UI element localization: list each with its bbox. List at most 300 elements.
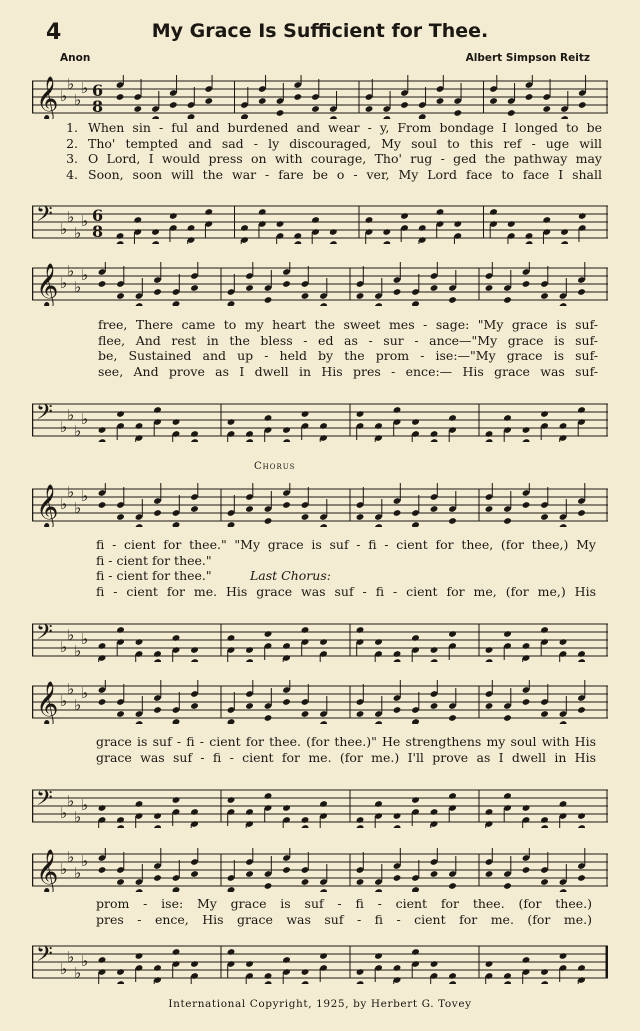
flat-icon: ♭: [60, 220, 68, 238]
note-head: [190, 808, 199, 816]
note-head: [507, 109, 516, 117]
lyric-text: grace was suf - fi - cient for me. (for me.) I'll prove as I dwell in His: [96, 749, 596, 765]
note-head: [187, 224, 196, 232]
note-head: [319, 422, 328, 430]
treble-clef-icon: 𝄞: [36, 76, 59, 119]
note-head: [329, 228, 338, 236]
note-head: [525, 232, 534, 240]
note-head: [577, 964, 586, 972]
note-head: [240, 113, 249, 119]
note-head: [264, 517, 273, 525]
note-head: [98, 804, 107, 812]
note-head: [98, 501, 107, 509]
note-head: [135, 638, 144, 646]
note-head: [264, 630, 273, 638]
flat-icon: ♭: [67, 483, 75, 501]
note-head: [430, 960, 439, 968]
note-head: [190, 284, 199, 292]
treble-clef-icon: 𝄞: [36, 484, 59, 527]
flat-icon: ♭: [67, 406, 75, 424]
flat-icon: ♭: [67, 948, 75, 966]
note-head: [485, 505, 494, 513]
flat-icon: ♭: [81, 952, 89, 970]
bass-staff: [32, 940, 608, 984]
note-head: [190, 658, 199, 662]
note-head: [276, 220, 285, 228]
note-head: [448, 882, 457, 890]
note-head: [540, 878, 549, 886]
note-head: [400, 101, 409, 109]
note-head: [485, 702, 494, 710]
note-head: [116, 292, 125, 300]
note-head: [311, 216, 320, 224]
note-head: [301, 816, 310, 824]
note-head: [577, 406, 586, 414]
note-head: [190, 960, 199, 968]
flat-icon: ♭: [74, 696, 82, 714]
note-head: [282, 438, 291, 442]
note-head: [489, 97, 498, 105]
flat-icon: ♭: [60, 860, 68, 878]
note-head: [282, 804, 291, 812]
note-head: [301, 626, 310, 634]
note-head: [98, 866, 107, 874]
note-head: [264, 882, 273, 890]
lyric-line: [96, 553, 596, 569]
note-head: [245, 808, 254, 816]
bass-clef-icon: 𝄢: [36, 202, 53, 232]
bass-staff: [32, 200, 608, 244]
note-head: [153, 964, 162, 972]
note-head: [365, 105, 374, 113]
verse-lyrics: [56, 120, 602, 182]
flat-icon: ♭: [81, 796, 89, 814]
words-credit: Anon: [60, 52, 91, 64]
note-head: [411, 718, 420, 724]
note-head: [448, 414, 457, 422]
note-head: [577, 874, 586, 882]
lyric-text: free, There came to my heart the sweet mes - sage: "My grace is suf-: [98, 317, 598, 332]
lyric-line: [98, 364, 598, 380]
note-head: [503, 972, 512, 980]
note-head: [382, 240, 391, 244]
lyric-text: fi - cient for me. His grace was suf - fi - cient for me, (for me,) His: [96, 583, 596, 599]
note-head: [245, 438, 254, 442]
note-head: [245, 960, 254, 968]
lyric-line: [98, 333, 598, 349]
note-head: [540, 292, 549, 300]
note-head: [172, 948, 181, 956]
note-head: [522, 501, 531, 509]
flat-icon: ♭: [81, 852, 89, 870]
flat-icon: ♭: [67, 262, 75, 280]
note-head: [116, 824, 125, 828]
note-head: [151, 115, 160, 119]
note-head: [190, 870, 199, 878]
flat-icon: ♭: [60, 87, 68, 105]
note-head: [190, 646, 199, 654]
note-head: [329, 240, 338, 244]
note-head: [172, 718, 181, 724]
note-head: [153, 650, 162, 658]
time-signature-top: 6: [92, 81, 104, 100]
note-head: [374, 638, 383, 646]
note-head: [540, 824, 549, 828]
staff-svg: [32, 75, 608, 119]
note-head: [116, 240, 125, 244]
flat-icon: ♭: [74, 422, 82, 440]
note-head: [245, 702, 254, 710]
note-head: [578, 212, 587, 220]
note-head: [374, 952, 383, 960]
note-head: [258, 97, 267, 105]
note-head: [293, 93, 302, 101]
note-head: [577, 812, 586, 820]
note-head: [356, 980, 365, 984]
note-head: [190, 430, 199, 438]
note-head: [393, 288, 402, 296]
note-head: [503, 517, 512, 525]
note-head: [411, 886, 420, 892]
note-head: [411, 634, 420, 642]
note-head: [116, 968, 125, 976]
note-head: [240, 224, 249, 232]
note-head: [485, 438, 494, 442]
note-head: [485, 808, 494, 816]
note-head: [560, 115, 569, 119]
lyric-line: [96, 568, 596, 584]
lyric-line: [96, 584, 596, 600]
note-head: [448, 792, 457, 800]
lyric-text: flee, And rest in the bless - ed as - sur - ance—"My grace is suf-: [98, 332, 598, 348]
note-head: [151, 228, 160, 236]
flat-icon: ♭: [60, 638, 68, 656]
note-head: [356, 824, 365, 828]
note-head: [98, 642, 107, 650]
note-head: [301, 980, 310, 984]
lyric-text: pres - ence, His grace was suf - fi - cient for me. (for me.): [96, 911, 592, 927]
lyric-text: be, Sustained and up - held by the prom - ise:—"My grace is suf-: [98, 348, 598, 363]
note-head: [522, 438, 531, 442]
note-head: [301, 878, 310, 886]
note-head: [430, 658, 439, 662]
note-head: [190, 702, 199, 710]
note-head: [453, 109, 462, 117]
chorus-lyrics: [96, 896, 592, 927]
note-head: [204, 97, 213, 105]
treble-clef-icon: 𝄞: [36, 263, 59, 306]
note-head: [356, 513, 365, 521]
note-head: [276, 109, 285, 117]
treble-staff: [32, 848, 608, 892]
note-head: [98, 698, 107, 706]
note-head: [153, 824, 162, 828]
note-head: [153, 874, 162, 882]
note-head: [319, 302, 328, 306]
note-head: [264, 714, 273, 722]
note-head: [116, 980, 125, 984]
bass-clef-icon: 𝄢: [36, 786, 53, 816]
note-head: [542, 216, 551, 224]
note-head: [245, 430, 254, 438]
flat-icon: ♭: [81, 684, 89, 702]
note-head: [448, 517, 457, 525]
lyric-text: prom - ise: My grace is suf - fi - cient for thee. (for thee.): [96, 896, 592, 911]
note-head: [489, 208, 498, 216]
note-head: [522, 280, 531, 288]
note-head: [227, 886, 236, 892]
note-head: [116, 513, 125, 521]
note-head: [264, 296, 273, 304]
flat-icon: ♭: [67, 792, 75, 810]
note-head: [540, 410, 549, 418]
note-head: [522, 426, 531, 434]
verse-number: 1.: [66, 120, 78, 135]
note-head: [98, 438, 107, 442]
note-head: [356, 292, 365, 300]
note-head: [172, 300, 181, 306]
note-head: [577, 650, 586, 658]
note-head: [559, 422, 568, 430]
note-head: [436, 208, 445, 216]
note-head: [411, 948, 420, 956]
note-head: [204, 208, 213, 216]
lyric-line: [96, 537, 596, 553]
note-head: [98, 280, 107, 288]
note-head: [559, 888, 568, 892]
note-head: [264, 972, 273, 980]
note-head: [559, 720, 568, 724]
lyric-line: [96, 734, 596, 750]
note-head: [577, 706, 586, 714]
lyric-text: When sin - ful and burdened and wear - y, From bondage I longed to be: [88, 120, 602, 135]
note-head: [542, 105, 551, 113]
note-head: [559, 800, 568, 808]
note-head: [540, 513, 549, 521]
note-head: [135, 523, 144, 527]
note-head: [356, 410, 365, 418]
note-head: [356, 626, 365, 634]
treble-clef-icon: 𝄞: [36, 681, 59, 724]
note-head: [374, 523, 383, 527]
note-head: [430, 870, 439, 878]
note-head: [169, 101, 178, 109]
note-head: [311, 105, 320, 113]
chorus-label: Chorus: [254, 461, 296, 472]
note-head: [448, 972, 457, 980]
note-head: [98, 956, 107, 964]
note-head: [430, 430, 439, 438]
note-head: [525, 93, 534, 101]
note-head: [448, 714, 457, 722]
note-head: [374, 800, 383, 808]
note-head: [393, 812, 402, 820]
note-head: [151, 240, 160, 244]
note-head: [116, 710, 125, 718]
note-head: [365, 216, 374, 224]
bass-staff: [32, 618, 608, 662]
note-head: [485, 658, 494, 662]
staff-svg: [32, 398, 608, 442]
note-head: [418, 113, 427, 119]
last-chorus-note: Last Chorus:: [250, 568, 331, 583]
note-head: [393, 658, 402, 662]
time-signature-bottom: 8: [92, 97, 104, 116]
staff-svg: [32, 200, 608, 244]
note-head: [133, 105, 142, 113]
note-head: [282, 280, 291, 288]
note-head: [436, 97, 445, 105]
note-head: [264, 792, 273, 800]
note-head: [227, 796, 236, 804]
staff-svg: [32, 262, 608, 306]
flat-icon: ♭: [81, 630, 89, 648]
note-head: [356, 710, 365, 718]
note-head: [448, 296, 457, 304]
note-head: [382, 115, 391, 119]
note-head: [448, 980, 457, 984]
note-head: [393, 706, 402, 714]
lyric-line: [96, 750, 596, 766]
bass-clef-icon: 𝄢: [36, 942, 53, 972]
time-signature-top: 6: [92, 206, 104, 225]
flat-icon: ♭: [74, 499, 82, 517]
note-head: [153, 706, 162, 714]
treble-staff: [32, 262, 608, 306]
note-head: [485, 430, 494, 438]
verse-number: 2.: [66, 135, 78, 151]
note-head: [293, 232, 302, 240]
bass-staff: [32, 398, 608, 442]
flat-icon: ♭: [67, 626, 75, 644]
lyric-line: [56, 120, 602, 136]
bass-clef-icon: 𝄢: [36, 620, 53, 650]
note-head: [133, 216, 142, 224]
note-head: [374, 302, 383, 306]
note-head: [453, 220, 462, 228]
flat-icon: ♭: [74, 808, 82, 826]
note-head: [411, 796, 420, 804]
lyric-line: [56, 167, 602, 183]
treble-staff: [32, 680, 608, 724]
staff-svg: [32, 848, 608, 892]
flat-icon: ♭: [81, 79, 89, 97]
flat-icon: ♭: [74, 964, 82, 982]
staff-svg: [32, 483, 608, 527]
note-head: [448, 630, 457, 638]
note-head: [258, 208, 267, 216]
note-head: [522, 804, 531, 812]
treble-staff: [32, 483, 608, 527]
flat-icon: ♭: [60, 960, 68, 978]
note-head: [485, 960, 494, 968]
note-head: [356, 816, 365, 824]
note-head: [430, 702, 439, 710]
note-head: [540, 626, 549, 634]
flat-icon: ♭: [60, 804, 68, 822]
flat-icon: ♭: [60, 274, 68, 292]
lyric-line: [96, 912, 592, 928]
lyric-text: Tho' tempted and sad - ly discouraged, My soul to this ref - uge will: [88, 135, 602, 151]
note-head: [172, 886, 181, 892]
note-head: [525, 240, 534, 244]
verse-number: 3.: [66, 151, 78, 166]
note-head: [522, 642, 531, 650]
note-head: [559, 302, 568, 306]
flat-icon: ♭: [67, 680, 75, 698]
note-head: [356, 878, 365, 886]
note-head: [319, 638, 328, 646]
flat-icon: ♭: [60, 495, 68, 513]
note-head: [190, 438, 199, 442]
lyric-text: O Lord, I would press on with courage, Tho' rug - ged the pathway may: [88, 151, 602, 166]
note-head: [393, 824, 402, 828]
lyric-text: fi - cient for thee.": [96, 552, 212, 568]
staff-svg: [32, 680, 608, 724]
note-head: [577, 509, 586, 517]
note-head: [507, 220, 516, 228]
note-head: [319, 720, 328, 724]
note-head: [374, 720, 383, 724]
note-head: [503, 414, 512, 422]
note-head: [264, 414, 273, 422]
note-head: [135, 422, 144, 430]
note-head: [153, 509, 162, 517]
flat-icon: ♭: [81, 410, 89, 428]
lyric-line: [96, 896, 592, 912]
note-head: [559, 523, 568, 527]
flat-icon: ♭: [74, 91, 82, 109]
note-head: [430, 438, 439, 442]
note-head: [503, 882, 512, 890]
bass-clef-icon: 𝄢: [36, 400, 53, 430]
note-head: [522, 866, 531, 874]
note-head: [172, 634, 181, 642]
note-head: [319, 952, 328, 960]
note-head: [430, 646, 439, 654]
note-head: [393, 650, 402, 658]
note-head: [522, 698, 531, 706]
note-head: [190, 505, 199, 513]
note-head: [522, 956, 531, 964]
note-head: [540, 968, 549, 976]
note-head: [319, 800, 328, 808]
note-head: [116, 816, 125, 824]
note-head: [116, 878, 125, 886]
flat-icon: ♭: [74, 642, 82, 660]
note-head: [301, 824, 310, 828]
verse-lyrics: [98, 317, 598, 379]
note-head: [153, 658, 162, 662]
flat-icon: ♭: [60, 418, 68, 436]
note-head: [560, 228, 569, 236]
note-head: [411, 521, 420, 527]
note-head: [153, 288, 162, 296]
note-head: [301, 968, 310, 976]
lyric-line: [56, 151, 602, 167]
note-head: [227, 948, 236, 956]
note-head: [293, 240, 302, 244]
note-head: [382, 228, 391, 236]
note-head: [153, 406, 162, 414]
note-head: [540, 980, 549, 984]
note-head: [245, 284, 254, 292]
note-head: [560, 240, 569, 244]
note-head: [282, 698, 291, 706]
flat-icon: ♭: [74, 224, 82, 242]
note-head: [503, 296, 512, 304]
flat-icon: ♭: [67, 75, 75, 93]
